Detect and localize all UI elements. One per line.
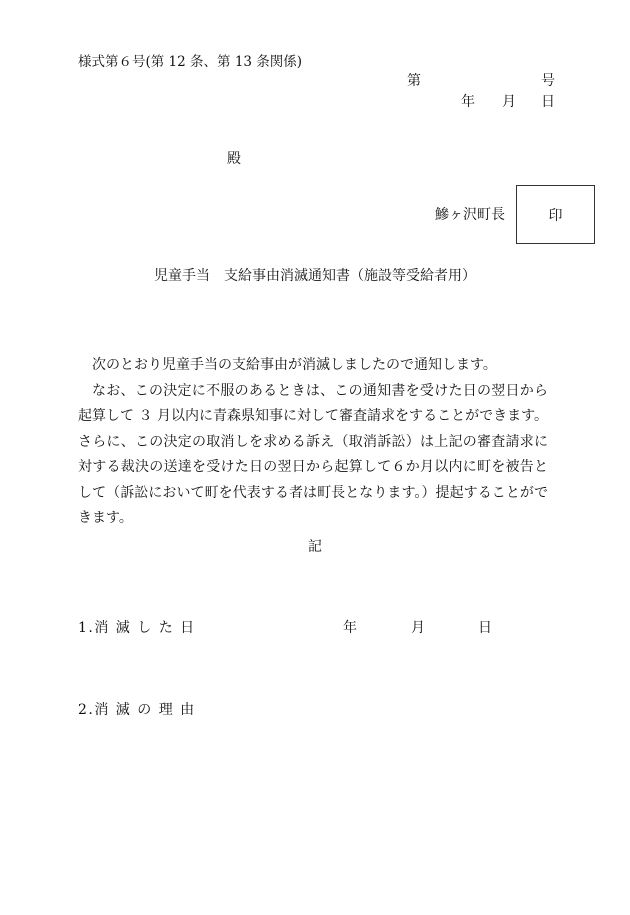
issue-date-year: 年: [461, 94, 475, 110]
notice-body: [78, 353, 548, 532]
body-paragraph-2: なお、この決定に不服のあるときは、この通知書を受けた日の翌日から起算して ３ 月以内に青森県知事に対して審査請求をすることができます。さらに、この決定の取消しを求める訴え（取消訴訟）は上記の審査請求に対する裁決の送達を受けた日の翌日から起算して６か月以内に町を被告として（訴訟において町を代表する者は町長となります。）提起することができます。: [78, 382, 548, 526]
issue-date-day: 日: [541, 94, 555, 110]
document-number-prefix: 第: [407, 73, 421, 89]
seal-label: 印: [548, 207, 563, 224]
recipient-honorific: 殿: [227, 151, 241, 167]
seal-box: [516, 185, 595, 244]
item-extinction-date-month: 月: [411, 620, 425, 636]
item-extinction-reason-label: 2.消 滅 の 理 由: [78, 702, 196, 718]
body-paragraph-1: 次のとおり児童手当の支給事由が消滅しましたので通知します。: [92, 357, 497, 373]
item-extinction-date-label: 1.消 滅 し た 日: [78, 620, 196, 636]
form-number: 様式第６号(第 12 条、第 13 条関係): [78, 54, 303, 70]
document-number-suffix: 号: [541, 73, 555, 89]
item-extinction-date-day: 日: [478, 620, 492, 636]
item-extinction-date-year: 年: [343, 620, 357, 636]
document-title: 児童手当 支給事由消滅通知書（施設等受給者用）: [154, 268, 476, 284]
record-heading: 記: [308, 539, 322, 555]
issuer-name: 鰺ヶ沢町長: [435, 207, 505, 223]
issue-date-month: 月: [502, 94, 516, 110]
